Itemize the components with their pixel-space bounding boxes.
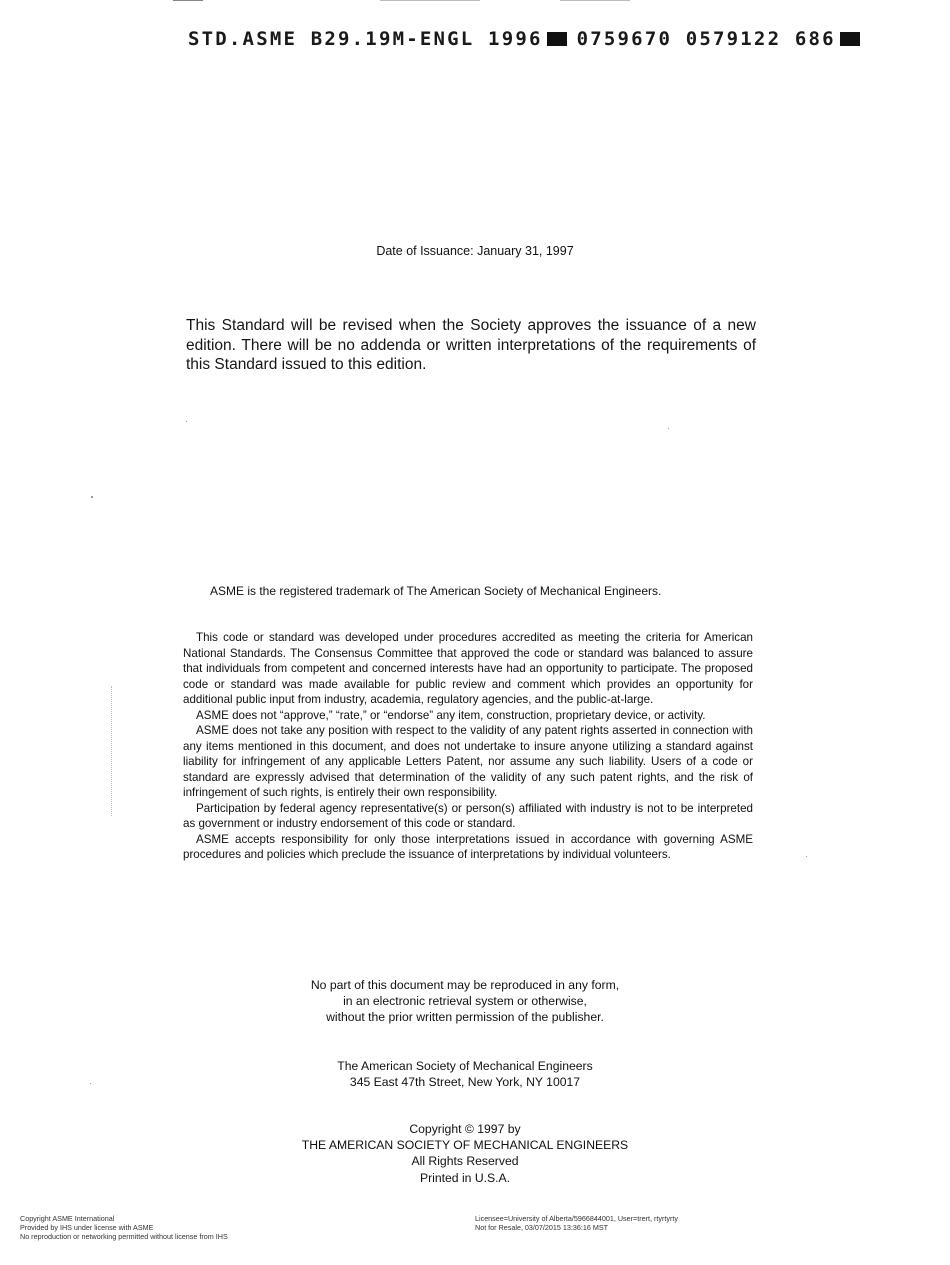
scan-speck xyxy=(186,421,187,422)
publisher-address xyxy=(230,1058,700,1090)
policy-paragraph-endorsement: ASME does not “approve,” “rate,” or “endorse” any item, construction, proprietary device, or activity. xyxy=(196,708,706,722)
footer-line: Licensee=University of Alberta/5966844001, User=trert, rtyrtyrty xyxy=(475,1214,678,1223)
document-code: STD.ASME B29.19M-ENGL 1996 xyxy=(188,28,543,50)
scan-rule-left xyxy=(173,0,203,1)
copyright-holder: THE AMERICAN SOCIETY OF MECHANICAL ENGINEERS xyxy=(301,1138,629,1153)
scan-artifact-dots xyxy=(111,686,113,816)
scan-speck xyxy=(668,428,669,429)
reproduction-notice xyxy=(230,977,700,1026)
copyright-block xyxy=(230,1121,700,1186)
license-footer-left xyxy=(20,1214,228,1241)
policy-statement xyxy=(183,630,753,863)
scan-rule-center xyxy=(380,0,480,1)
rights-reserved: All Rights Reserved xyxy=(411,1154,519,1169)
printed-in: Printed in U.S.A. xyxy=(419,1170,511,1185)
document-code-header xyxy=(188,28,836,50)
document-serial: 0759670 0579122 686 xyxy=(576,28,836,50)
redaction-block-1 xyxy=(547,32,567,46)
reproduction-line: in an electronic retrieval system or otherwise, xyxy=(343,994,587,1009)
footer-line: No reproduction or networking permitted without license from IHS xyxy=(20,1232,228,1241)
policy-paragraph-interpretations: ASME accepts responsibility for only those interpretations issued in accordance with governing ASME procedures and policies which preclude the issuance of interpretations by individual volunteers. xyxy=(183,832,753,861)
scan-speck xyxy=(806,856,807,857)
footer-line: Copyright ASME International xyxy=(20,1214,115,1223)
publisher-street: 345 East 47th Street, New York, NY 10017 xyxy=(349,1075,581,1090)
scan-speck xyxy=(91,496,93,498)
revision-notice: This Standard will be revised when the Society approves the issuance of a new edition. There will be no addenda or written interpretations of the requirements of this Standard issued to this edition. xyxy=(186,317,756,373)
policy-paragraph-federal: Participation by federal agency representative(s) or person(s) affiliated with industry is not to be interpreted as government or industry endorsement of this code or standard. xyxy=(183,801,753,830)
trademark-notice: ASME is the registered trademark of The American Society of Mechanical Engineers. xyxy=(210,584,662,598)
footer-line: Not for Resale, 03/07/2015 13:36:16 MST xyxy=(475,1223,609,1232)
copyright-line: Copyright © 1997 by xyxy=(409,1122,521,1136)
reproduction-line: No part of this document may be reproduced in any form, xyxy=(310,978,620,992)
license-footer-right xyxy=(475,1214,678,1232)
scan-speck xyxy=(90,1083,91,1084)
policy-paragraph-patents: ASME does not take any position with respect to the validity of any patent rights asserted in connection with any items mentioned in this document, and does not undertake to insure anyone utilizing a standard against liability for infringement of any applicable Letters Patent, nor assume any such liability. Users of a code or standard are expressly advised that determination of the validity of any such patent rights, and the risk of infringement of such rights, is entirely their own responsibility. xyxy=(183,724,753,799)
publisher-name: The American Society of Mechanical Engineers xyxy=(337,1059,593,1073)
policy-paragraph-accreditation: This code or standard was developed under procedures accredited as meeting the criteria for American National Standards. The Consensus Committee that approved the code or standard was balanced to assure that individuals from competent and concerned interests have had an opportunity to participate. The proposed code or standard was made available for public review and comment which provides an opportunity for additional public input from industry, academia, regulatory agencies, and the public-at-large. xyxy=(183,631,753,706)
redaction-block-2 xyxy=(840,32,860,46)
scan-rule-right xyxy=(560,0,630,1)
reproduction-line: without the prior written permission of the publisher. xyxy=(326,1010,604,1025)
date-of-issuance: Date of Issuance: January 31, 1997 xyxy=(376,244,574,258)
footer-line: Provided by IHS under license with ASME xyxy=(20,1223,154,1232)
